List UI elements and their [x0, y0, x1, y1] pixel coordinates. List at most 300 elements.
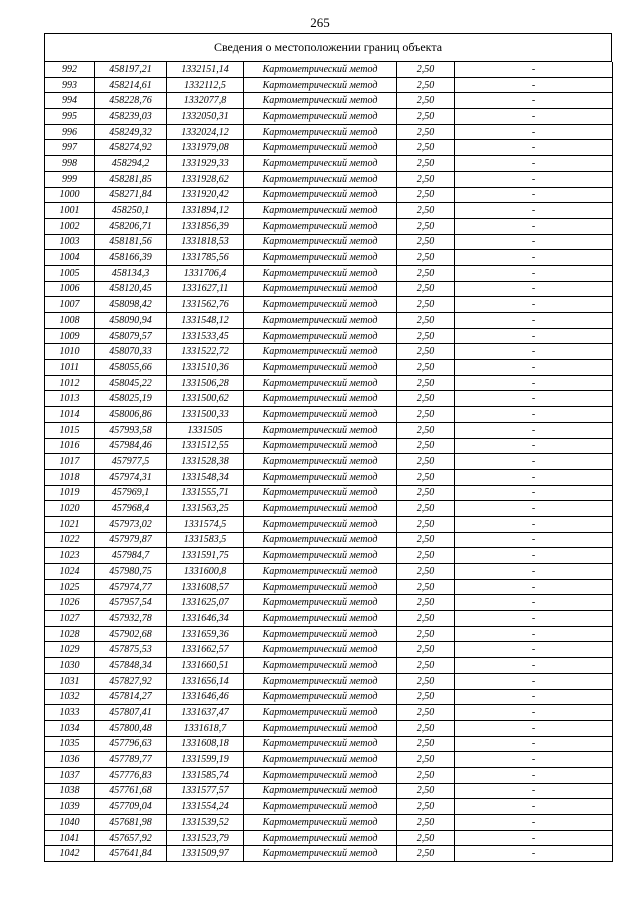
- x-coordinate-cell: 457789,77: [95, 752, 167, 768]
- method-cell: Картометрический метод: [244, 532, 397, 548]
- point-number-cell: 995: [45, 109, 95, 125]
- y-coordinate-cell: 1331583,5: [167, 532, 244, 548]
- point-number-cell: 1026: [45, 595, 95, 611]
- table-row: [45, 579, 613, 595]
- x-coordinate-cell: 458055,66: [95, 360, 167, 376]
- y-coordinate-cell: 1331920,42: [167, 187, 244, 203]
- accuracy-cell: 2,50: [397, 156, 455, 172]
- description-cell: -: [455, 124, 613, 140]
- y-coordinate-cell: 1331500,33: [167, 407, 244, 423]
- accuracy-cell: 2,50: [397, 736, 455, 752]
- table-row: [45, 454, 613, 470]
- point-number-cell: 1021: [45, 516, 95, 532]
- description-cell: -: [455, 705, 613, 721]
- x-coordinate-cell: 457984,7: [95, 548, 167, 564]
- y-coordinate-cell: 1331528,38: [167, 454, 244, 470]
- point-number-cell: 1027: [45, 611, 95, 627]
- table-row: [45, 391, 613, 407]
- method-cell: Картометрический метод: [244, 297, 397, 313]
- y-coordinate-cell: 1331646,46: [167, 689, 244, 705]
- point-number-cell: 1039: [45, 799, 95, 815]
- method-cell: Картометрический метод: [244, 501, 397, 517]
- y-coordinate-cell: 1331856,39: [167, 218, 244, 234]
- point-number-cell: 1015: [45, 422, 95, 438]
- point-number-cell: 1001: [45, 203, 95, 219]
- x-coordinate-cell: 458271,84: [95, 187, 167, 203]
- y-coordinate-cell: 1331646,34: [167, 611, 244, 627]
- accuracy-cell: 2,50: [397, 501, 455, 517]
- x-coordinate-cell: 457807,41: [95, 705, 167, 721]
- point-number-cell: 1035: [45, 736, 95, 752]
- description-cell: -: [455, 752, 613, 768]
- y-coordinate-cell: 1331637,47: [167, 705, 244, 721]
- coordinates-table: [44, 62, 613, 862]
- method-cell: Картометрический метод: [244, 658, 397, 674]
- y-coordinate-cell: 1331979,08: [167, 140, 244, 156]
- accuracy-cell: 2,50: [397, 360, 455, 376]
- accuracy-cell: 2,50: [397, 532, 455, 548]
- accuracy-cell: 2,50: [397, 564, 455, 580]
- description-cell: -: [455, 501, 613, 517]
- method-cell: Картометрический метод: [244, 846, 397, 862]
- accuracy-cell: 2,50: [397, 783, 455, 799]
- method-cell: Картометрический метод: [244, 171, 397, 187]
- table-row: [45, 124, 613, 140]
- y-coordinate-cell: 1331662,57: [167, 642, 244, 658]
- x-coordinate-cell: 458228,76: [95, 93, 167, 109]
- point-number-cell: 1037: [45, 767, 95, 783]
- y-coordinate-cell: 1331574,5: [167, 516, 244, 532]
- method-cell: Картометрический метод: [244, 783, 397, 799]
- description-cell: -: [455, 171, 613, 187]
- y-coordinate-cell: 1331500,62: [167, 391, 244, 407]
- accuracy-cell: 2,50: [397, 391, 455, 407]
- description-cell: -: [455, 579, 613, 595]
- description-cell: -: [455, 454, 613, 470]
- table-row: [45, 548, 613, 564]
- method-cell: Картометрический метод: [244, 720, 397, 736]
- method-cell: Картометрический метод: [244, 752, 397, 768]
- y-coordinate-cell: 1331577,57: [167, 783, 244, 799]
- table-row: [45, 736, 613, 752]
- y-coordinate-cell: 1331506,28: [167, 375, 244, 391]
- point-number-cell: 1018: [45, 469, 95, 485]
- y-coordinate-cell: 1332151,14: [167, 62, 244, 77]
- accuracy-cell: 2,50: [397, 579, 455, 595]
- y-coordinate-cell: 1331522,72: [167, 344, 244, 360]
- point-number-cell: 1023: [45, 548, 95, 564]
- y-coordinate-cell: 1332077,8: [167, 93, 244, 109]
- description-cell: -: [455, 77, 613, 93]
- point-number-cell: 1030: [45, 658, 95, 674]
- method-cell: Картометрический метод: [244, 689, 397, 705]
- point-number-cell: 1042: [45, 846, 95, 862]
- x-coordinate-cell: 458134,3: [95, 265, 167, 281]
- description-cell: -: [455, 187, 613, 203]
- accuracy-cell: 2,50: [397, 187, 455, 203]
- x-coordinate-cell: 457932,78: [95, 611, 167, 627]
- method-cell: Картометрический метод: [244, 799, 397, 815]
- description-cell: -: [455, 767, 613, 783]
- x-coordinate-cell: 458197,21: [95, 62, 167, 77]
- method-cell: Картометрический метод: [244, 595, 397, 611]
- method-cell: Картометрический метод: [244, 187, 397, 203]
- table-row: [45, 564, 613, 580]
- method-cell: Картометрический метод: [244, 830, 397, 846]
- accuracy-cell: 2,50: [397, 595, 455, 611]
- x-coordinate-cell: 457979,87: [95, 532, 167, 548]
- point-number-cell: 1009: [45, 328, 95, 344]
- y-coordinate-cell: 1331548,12: [167, 313, 244, 329]
- description-cell: -: [455, 642, 613, 658]
- method-cell: Картометрический метод: [244, 736, 397, 752]
- x-coordinate-cell: 457993,58: [95, 422, 167, 438]
- point-number-cell: 1007: [45, 297, 95, 313]
- y-coordinate-cell: 1331625,07: [167, 595, 244, 611]
- accuracy-cell: 2,50: [397, 673, 455, 689]
- method-cell: Картометрический метод: [244, 422, 397, 438]
- x-coordinate-cell: 457641,84: [95, 846, 167, 862]
- accuracy-cell: 2,50: [397, 516, 455, 532]
- method-cell: Картометрический метод: [244, 469, 397, 485]
- table-row: [45, 109, 613, 125]
- accuracy-cell: 2,50: [397, 689, 455, 705]
- accuracy-cell: 2,50: [397, 830, 455, 846]
- table-row: [45, 344, 613, 360]
- description-cell: -: [455, 218, 613, 234]
- description-cell: -: [455, 297, 613, 313]
- method-cell: Картометрический метод: [244, 516, 397, 532]
- method-cell: Картометрический метод: [244, 407, 397, 423]
- y-coordinate-cell: 1331591,75: [167, 548, 244, 564]
- point-number-cell: 1010: [45, 344, 95, 360]
- point-number-cell: 1000: [45, 187, 95, 203]
- point-number-cell: 1028: [45, 626, 95, 642]
- point-number-cell: 999: [45, 171, 95, 187]
- x-coordinate-cell: 458098,42: [95, 297, 167, 313]
- method-cell: Картометрический метод: [244, 626, 397, 642]
- x-coordinate-cell: 457980,75: [95, 564, 167, 580]
- accuracy-cell: 2,50: [397, 297, 455, 313]
- description-cell: -: [455, 281, 613, 297]
- point-number-cell: 1008: [45, 313, 95, 329]
- method-cell: Картометрический метод: [244, 642, 397, 658]
- point-number-cell: 1013: [45, 391, 95, 407]
- point-number-cell: 1006: [45, 281, 95, 297]
- method-cell: Картометрический метод: [244, 438, 397, 454]
- point-number-cell: 1005: [45, 265, 95, 281]
- description-cell: -: [455, 234, 613, 250]
- y-coordinate-cell: 1331510,36: [167, 360, 244, 376]
- table-row: [45, 187, 613, 203]
- description-cell: -: [455, 548, 613, 564]
- method-cell: Картометрический метод: [244, 281, 397, 297]
- x-coordinate-cell: 457984,46: [95, 438, 167, 454]
- point-number-cell: 1040: [45, 815, 95, 831]
- method-cell: Картометрический метод: [244, 767, 397, 783]
- accuracy-cell: 2,50: [397, 705, 455, 721]
- y-coordinate-cell: 1332050,31: [167, 109, 244, 125]
- page-number: 265: [310, 15, 330, 30]
- point-number-cell: 1019: [45, 485, 95, 501]
- point-number-cell: 1022: [45, 532, 95, 548]
- description-cell: -: [455, 203, 613, 219]
- y-coordinate-cell: 1331618,7: [167, 720, 244, 736]
- description-cell: -: [455, 611, 613, 627]
- table-row: [45, 689, 613, 705]
- table-row: [45, 532, 613, 548]
- table-row: [45, 469, 613, 485]
- accuracy-cell: 2,50: [397, 375, 455, 391]
- x-coordinate-cell: 457848,34: [95, 658, 167, 674]
- table-row: [45, 140, 613, 156]
- y-coordinate-cell: 1332024,12: [167, 124, 244, 140]
- y-coordinate-cell: 1331608,57: [167, 579, 244, 595]
- table-row: [45, 62, 613, 77]
- table-row: [45, 830, 613, 846]
- point-number-cell: 993: [45, 77, 95, 93]
- accuracy-cell: 2,50: [397, 265, 455, 281]
- accuracy-cell: 2,50: [397, 469, 455, 485]
- description-cell: -: [455, 658, 613, 674]
- accuracy-cell: 2,50: [397, 124, 455, 140]
- accuracy-cell: 2,50: [397, 313, 455, 329]
- accuracy-cell: 2,50: [397, 658, 455, 674]
- method-cell: Картометрический метод: [244, 673, 397, 689]
- method-cell: Картометрический метод: [244, 250, 397, 266]
- point-number-cell: 1025: [45, 579, 95, 595]
- table-row: [45, 313, 613, 329]
- accuracy-cell: 2,50: [397, 548, 455, 564]
- method-cell: Картометрический метод: [244, 579, 397, 595]
- method-cell: Картометрический метод: [244, 344, 397, 360]
- table-row: [45, 93, 613, 109]
- accuracy-cell: 2,50: [397, 438, 455, 454]
- x-coordinate-cell: 457977,5: [95, 454, 167, 470]
- x-coordinate-cell: 458206,71: [95, 218, 167, 234]
- method-cell: Картометрический метод: [244, 705, 397, 721]
- point-number-cell: 998: [45, 156, 95, 172]
- method-cell: Картометрический метод: [244, 391, 397, 407]
- y-coordinate-cell: 1331660,51: [167, 658, 244, 674]
- accuracy-cell: 2,50: [397, 407, 455, 423]
- method-cell: Картометрический метод: [244, 815, 397, 831]
- accuracy-cell: 2,50: [397, 720, 455, 736]
- method-cell: Картометрический метод: [244, 109, 397, 125]
- y-coordinate-cell: 1331562,76: [167, 297, 244, 313]
- point-number-cell: 1033: [45, 705, 95, 721]
- table-row: [45, 658, 613, 674]
- table-row: [45, 485, 613, 501]
- accuracy-cell: 2,50: [397, 140, 455, 156]
- accuracy-cell: 2,50: [397, 77, 455, 93]
- y-coordinate-cell: 1331548,34: [167, 469, 244, 485]
- accuracy-cell: 2,50: [397, 815, 455, 831]
- method-cell: Картометрический метод: [244, 328, 397, 344]
- accuracy-cell: 2,50: [397, 344, 455, 360]
- table-row: [45, 422, 613, 438]
- description-cell: -: [455, 469, 613, 485]
- description-cell: -: [455, 846, 613, 862]
- coordinates-sheet: [44, 33, 612, 862]
- table-row: [45, 752, 613, 768]
- x-coordinate-cell: 458239,03: [95, 109, 167, 125]
- point-number-cell: 1014: [45, 407, 95, 423]
- method-cell: Картометрический метод: [244, 375, 397, 391]
- point-number-cell: 1031: [45, 673, 95, 689]
- description-cell: -: [455, 595, 613, 611]
- y-coordinate-cell: 1331509,97: [167, 846, 244, 862]
- method-cell: Картометрический метод: [244, 203, 397, 219]
- table-row: [45, 407, 613, 423]
- table-row: [45, 281, 613, 297]
- accuracy-cell: 2,50: [397, 422, 455, 438]
- x-coordinate-cell: 458181,56: [95, 234, 167, 250]
- x-coordinate-cell: 457827,92: [95, 673, 167, 689]
- description-cell: -: [455, 736, 613, 752]
- section-title: Сведения о местоположении границ объекта: [44, 33, 612, 62]
- description-cell: -: [455, 250, 613, 266]
- accuracy-cell: 2,50: [397, 328, 455, 344]
- method-cell: Картометрический метод: [244, 93, 397, 109]
- table-row: [45, 705, 613, 721]
- method-cell: Картометрический метод: [244, 611, 397, 627]
- x-coordinate-cell: 458025,19: [95, 391, 167, 407]
- y-coordinate-cell: 1331600,8: [167, 564, 244, 580]
- y-coordinate-cell: 1331659,36: [167, 626, 244, 642]
- table-row: [45, 626, 613, 642]
- description-cell: -: [455, 720, 613, 736]
- method-cell: Картометрический метод: [244, 77, 397, 93]
- accuracy-cell: 2,50: [397, 171, 455, 187]
- point-number-cell: 1024: [45, 564, 95, 580]
- accuracy-cell: 2,50: [397, 752, 455, 768]
- description-cell: -: [455, 815, 613, 831]
- method-cell: Картометрический метод: [244, 265, 397, 281]
- x-coordinate-cell: 457796,63: [95, 736, 167, 752]
- table-row: [45, 767, 613, 783]
- accuracy-cell: 2,50: [397, 281, 455, 297]
- y-coordinate-cell: 1331599,19: [167, 752, 244, 768]
- y-coordinate-cell: 1331539,52: [167, 815, 244, 831]
- table-row: [45, 720, 613, 736]
- accuracy-cell: 2,50: [397, 642, 455, 658]
- accuracy-cell: 2,50: [397, 846, 455, 862]
- x-coordinate-cell: 457814,27: [95, 689, 167, 705]
- accuracy-cell: 2,50: [397, 62, 455, 77]
- description-cell: -: [455, 391, 613, 407]
- method-cell: Картометрический метод: [244, 313, 397, 329]
- table-row: [45, 846, 613, 862]
- point-number-cell: 1002: [45, 218, 95, 234]
- x-coordinate-cell: 458006,86: [95, 407, 167, 423]
- table-row: [45, 673, 613, 689]
- method-cell: Картометрический метод: [244, 548, 397, 564]
- x-coordinate-cell: 457973,02: [95, 516, 167, 532]
- y-coordinate-cell: 1331563,25: [167, 501, 244, 517]
- x-coordinate-cell: 458120,45: [95, 281, 167, 297]
- point-number-cell: 1036: [45, 752, 95, 768]
- point-number-cell: 996: [45, 124, 95, 140]
- accuracy-cell: 2,50: [397, 234, 455, 250]
- x-coordinate-cell: 458274,92: [95, 140, 167, 156]
- x-coordinate-cell: 457681,98: [95, 815, 167, 831]
- table-row: [45, 328, 613, 344]
- description-cell: -: [455, 156, 613, 172]
- x-coordinate-cell: 457957,54: [95, 595, 167, 611]
- point-number-cell: 1038: [45, 783, 95, 799]
- x-coordinate-cell: 457776,83: [95, 767, 167, 783]
- accuracy-cell: 2,50: [397, 250, 455, 266]
- accuracy-cell: 2,50: [397, 109, 455, 125]
- description-cell: -: [455, 265, 613, 281]
- table-row: [45, 234, 613, 250]
- method-cell: Картометрический метод: [244, 454, 397, 470]
- description-cell: -: [455, 62, 613, 77]
- y-coordinate-cell: 1331929,33: [167, 156, 244, 172]
- y-coordinate-cell: 1331505: [167, 422, 244, 438]
- method-cell: Картометрический метод: [244, 360, 397, 376]
- point-number-cell: 1041: [45, 830, 95, 846]
- description-cell: -: [455, 516, 613, 532]
- table-row: [45, 799, 613, 815]
- accuracy-cell: 2,50: [397, 454, 455, 470]
- x-coordinate-cell: 457974,31: [95, 469, 167, 485]
- x-coordinate-cell: 458250,1: [95, 203, 167, 219]
- description-cell: -: [455, 375, 613, 391]
- description-cell: -: [455, 673, 613, 689]
- point-number-cell: 1012: [45, 375, 95, 391]
- description-cell: -: [455, 799, 613, 815]
- table-row: [45, 297, 613, 313]
- accuracy-cell: 2,50: [397, 218, 455, 234]
- method-cell: Картометрический метод: [244, 124, 397, 140]
- y-coordinate-cell: 1331533,45: [167, 328, 244, 344]
- description-cell: -: [455, 532, 613, 548]
- x-coordinate-cell: 457875,53: [95, 642, 167, 658]
- x-coordinate-cell: 457968,4: [95, 501, 167, 517]
- y-coordinate-cell: 1331894,12: [167, 203, 244, 219]
- table-row: [45, 783, 613, 799]
- y-coordinate-cell: 1331585,74: [167, 767, 244, 783]
- point-number-cell: 1032: [45, 689, 95, 705]
- description-cell: -: [455, 140, 613, 156]
- point-number-cell: 1034: [45, 720, 95, 736]
- x-coordinate-cell: 457709,04: [95, 799, 167, 815]
- y-coordinate-cell: 1331555,71: [167, 485, 244, 501]
- table-row: [45, 250, 613, 266]
- table-row: [45, 156, 613, 172]
- point-number-cell: 1020: [45, 501, 95, 517]
- y-coordinate-cell: 1331523,79: [167, 830, 244, 846]
- y-coordinate-cell: 1331928,62: [167, 171, 244, 187]
- table-row: [45, 218, 613, 234]
- description-cell: -: [455, 689, 613, 705]
- table-row: [45, 360, 613, 376]
- table-row: [45, 375, 613, 391]
- table-row: [45, 815, 613, 831]
- point-number-cell: 1011: [45, 360, 95, 376]
- y-coordinate-cell: 1331512,55: [167, 438, 244, 454]
- description-cell: -: [455, 626, 613, 642]
- description-cell: -: [455, 93, 613, 109]
- accuracy-cell: 2,50: [397, 203, 455, 219]
- x-coordinate-cell: 458281,85: [95, 171, 167, 187]
- description-cell: -: [455, 783, 613, 799]
- table-row: [45, 516, 613, 532]
- table-row: [45, 642, 613, 658]
- description-cell: -: [455, 344, 613, 360]
